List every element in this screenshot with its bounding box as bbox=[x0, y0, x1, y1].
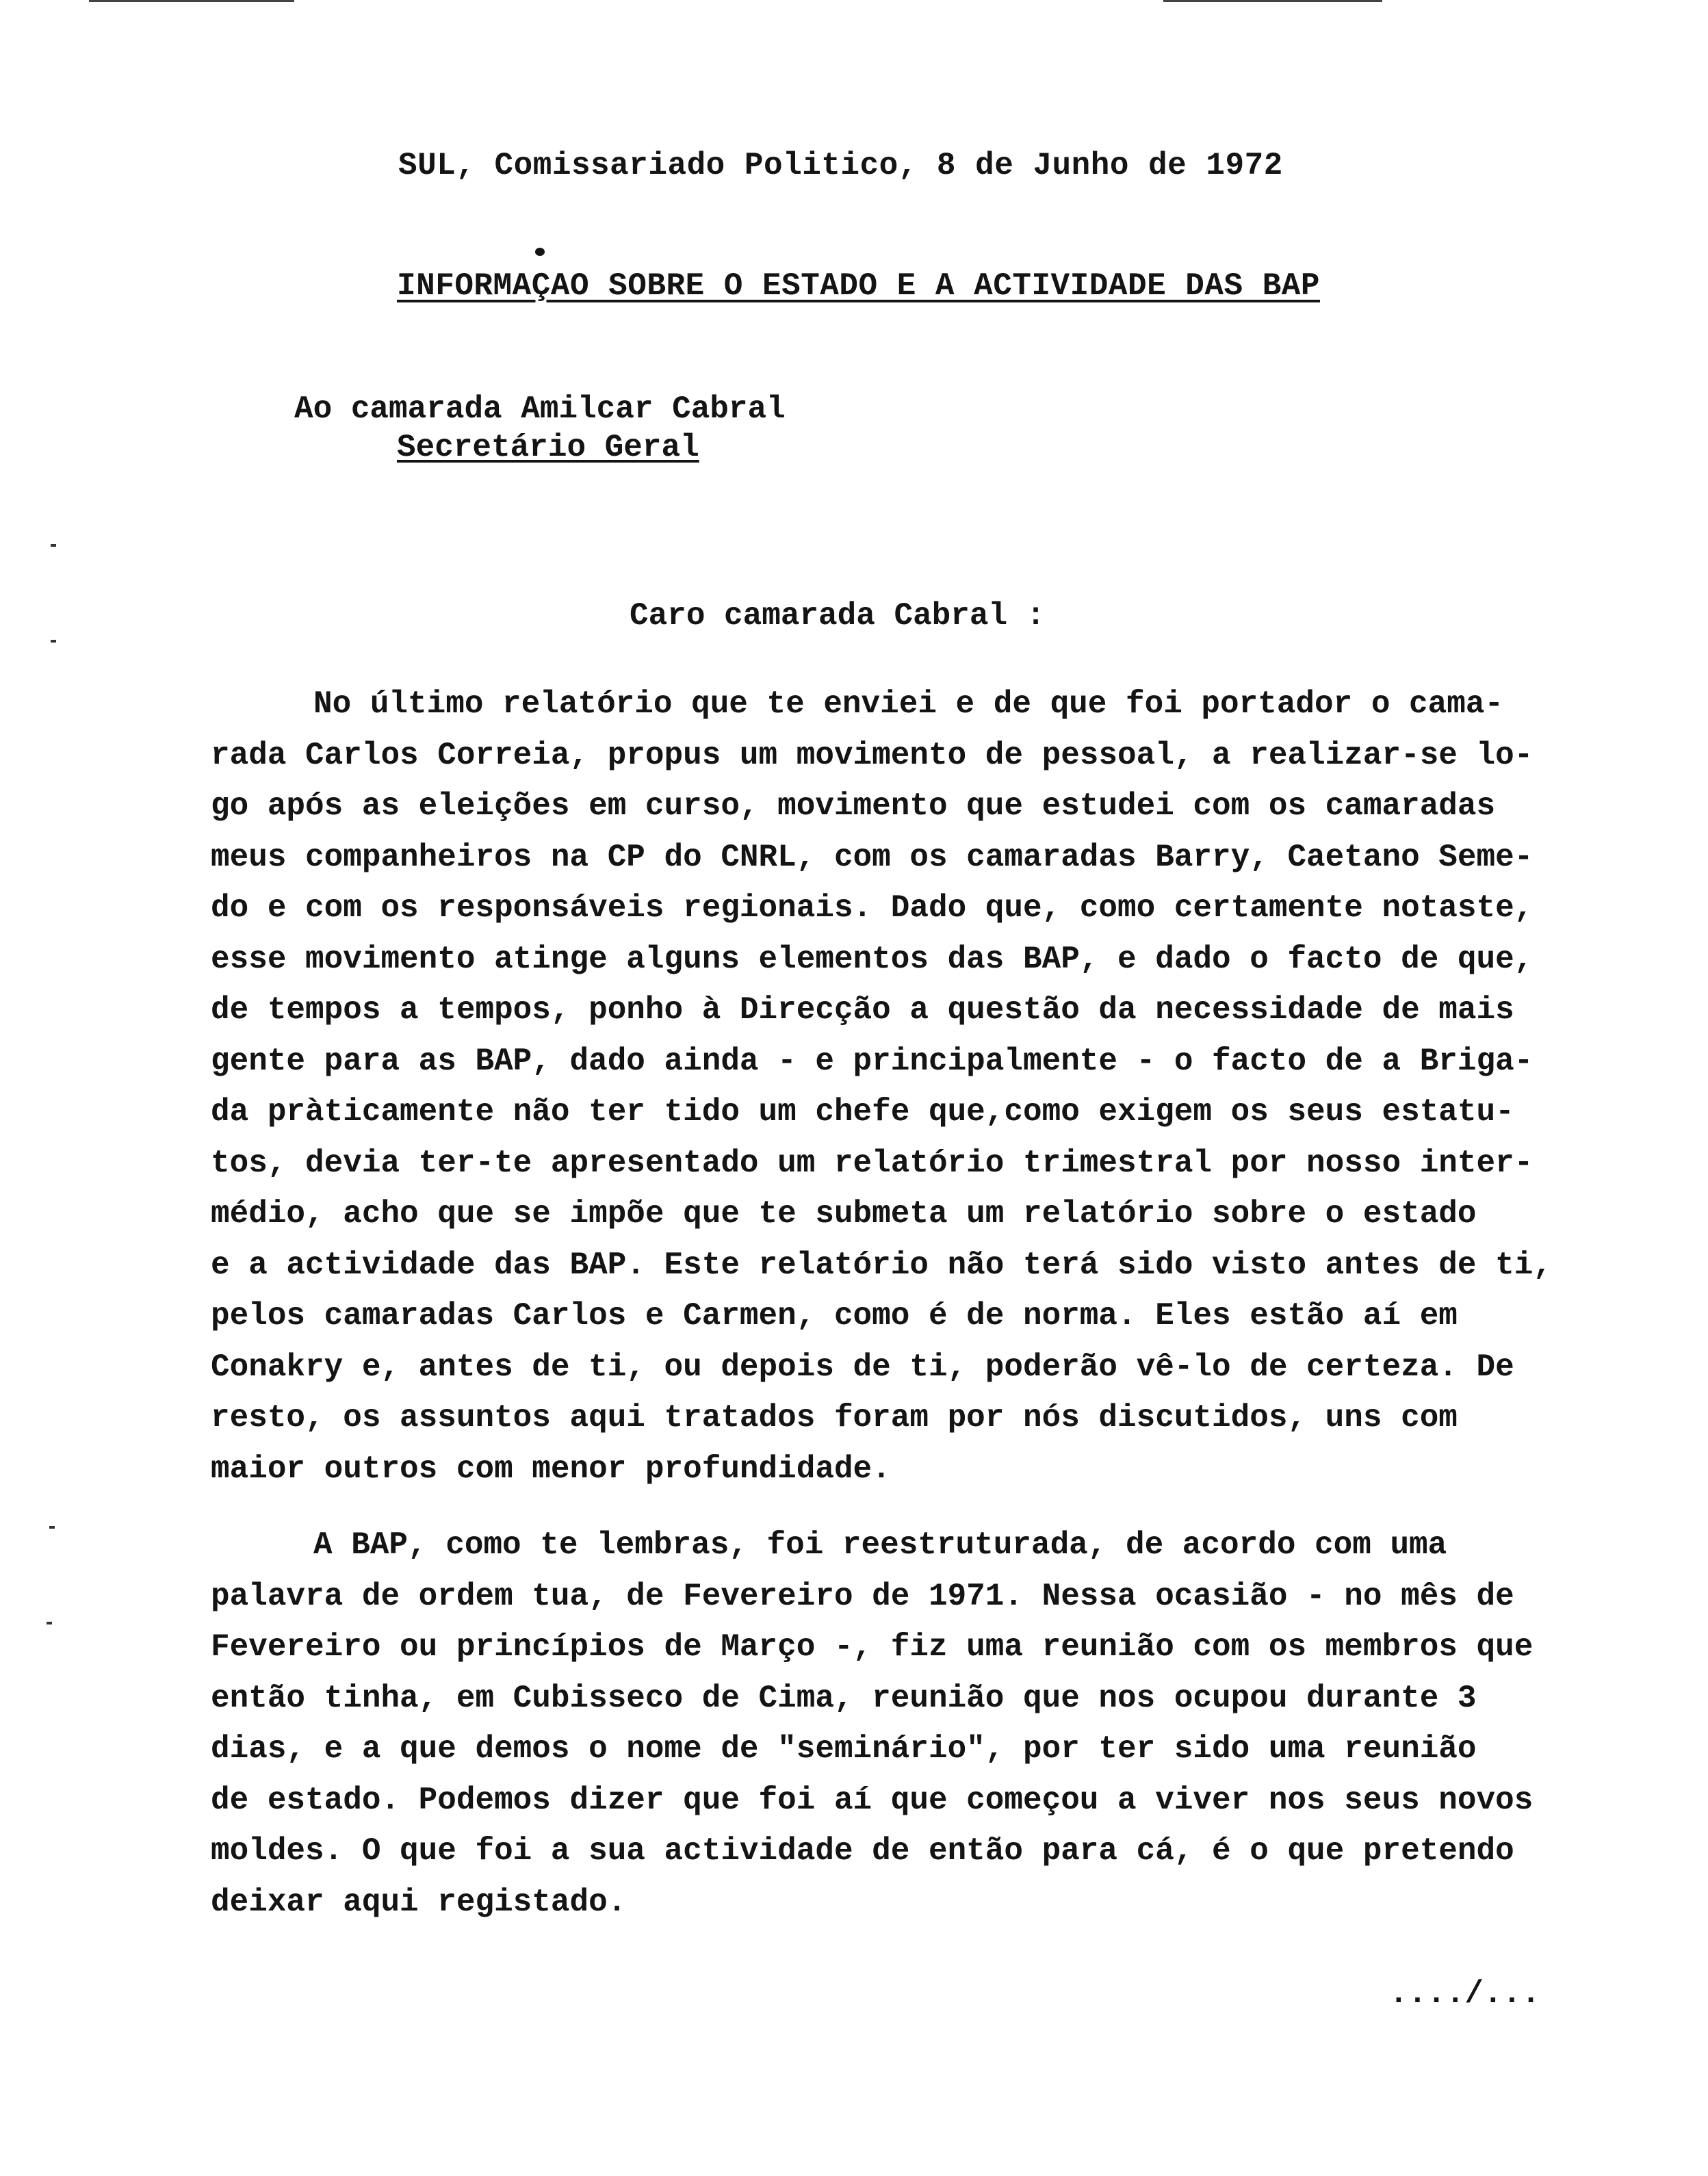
salutation: Caro camarada Cabral : bbox=[630, 598, 1046, 634]
text-line: go após as eleições em curso, movimento que estudei com os camaradas bbox=[211, 788, 1496, 824]
text-line: Conakry e, antes de ti, ou depois de ti, poderão vê-lo de certeza. De bbox=[211, 1349, 1514, 1385]
text-line: moldes. O que foi a sua actividade de então para cá, é o que pretendo bbox=[211, 1833, 1514, 1869]
addressee-line: Ao camarada Amilcar Cabral bbox=[294, 391, 786, 427]
text-line: A BAP, como te lembras, foi reestruturada, de acordo com uma bbox=[313, 1527, 1447, 1563]
text-line: dias, e a que demos o nome de "seminário", por ter sido uma reunião bbox=[211, 1731, 1477, 1767]
margin-speck bbox=[47, 1622, 52, 1624]
text-line: do e com os responsáveis regionais. Dado que, como certamente notaste, bbox=[211, 890, 1534, 926]
margin-speck bbox=[51, 544, 56, 547]
text-line: médio, acho que se impõe que te submeta um relatório sobre o estado bbox=[211, 1196, 1477, 1232]
text-line: de tempos a tempos, ponho à Direcção a questão da necessidade de mais bbox=[211, 992, 1514, 1028]
margin-speck bbox=[49, 1526, 55, 1529]
text-line: rada Carlos Correia, propus um movimento de pessoal, a realizar-se lo- bbox=[211, 737, 1534, 773]
scan-edge-line bbox=[89, 0, 294, 2]
addressee-role: Secretário Geral bbox=[397, 430, 699, 465]
text-line: deixar aqui registado. bbox=[211, 1884, 627, 1920]
scan-edge-line bbox=[1163, 0, 1382, 2]
text-line: tos, devia ter-te apresentado um relatório trimestral por nosso inter- bbox=[211, 1145, 1534, 1181]
text-line: No último relatório que te enviei e de que foi portador o cama- bbox=[313, 686, 1504, 722]
continuation-mark: ..../... bbox=[1389, 1976, 1540, 2012]
date-line: SUL, Comissariado Politico, 8 de Junho de 1972 bbox=[398, 148, 1283, 183]
text-line: resto, os assuntos aqui tratados foram por nós discutidos, uns com bbox=[211, 1400, 1458, 1436]
paragraph-2 bbox=[211, 1520, 1689, 1928]
text-line: de estado. Podemos dizer que foi aí que começou a viver nos seus novos bbox=[211, 1782, 1534, 1818]
margin-speck bbox=[51, 640, 56, 643]
text-line: palavra de ordem tua, de Fevereiro de 1971. Nessa ocasião - no mês de bbox=[211, 1578, 1514, 1614]
text-line: da pràticamente não ter tido um chefe que,como exigem os seus estatu- bbox=[211, 1094, 1514, 1130]
text-line: Fevereiro ou princípios de Março -, fiz uma reunião com os membros que bbox=[211, 1629, 1534, 1665]
text-line: maior outros com menor profundidade. bbox=[211, 1451, 891, 1487]
text-line: gente para as BAP, dado ainda - e principalmente - o facto de a Briga- bbox=[211, 1043, 1534, 1079]
paragraph-1 bbox=[211, 679, 1689, 1494]
addressee-block bbox=[294, 390, 786, 467]
text-line: então tinha, em Cubisseco de Cima, reunião que nos ocupou durante 3 bbox=[211, 1680, 1477, 1716]
document-title: INFORMAÇAO SOBRE O ESTADO E A ACTIVIDADE DAS BAP bbox=[397, 268, 1321, 304]
text-line: meus companheiros na CP do CNRL, com os camaradas Barry, Caetano Seme- bbox=[211, 839, 1534, 875]
text-line: esse movimento atinge alguns elementos das BAP, e dado o facto de que, bbox=[211, 941, 1534, 977]
text-line: pelos camaradas Carlos e Carmen, como é de norma. Eles estão aí em bbox=[211, 1298, 1458, 1334]
accent-mark bbox=[535, 248, 545, 256]
text-line: e a actividade das BAP. Este relatório não terá sido visto antes de ti, bbox=[211, 1247, 1552, 1283]
